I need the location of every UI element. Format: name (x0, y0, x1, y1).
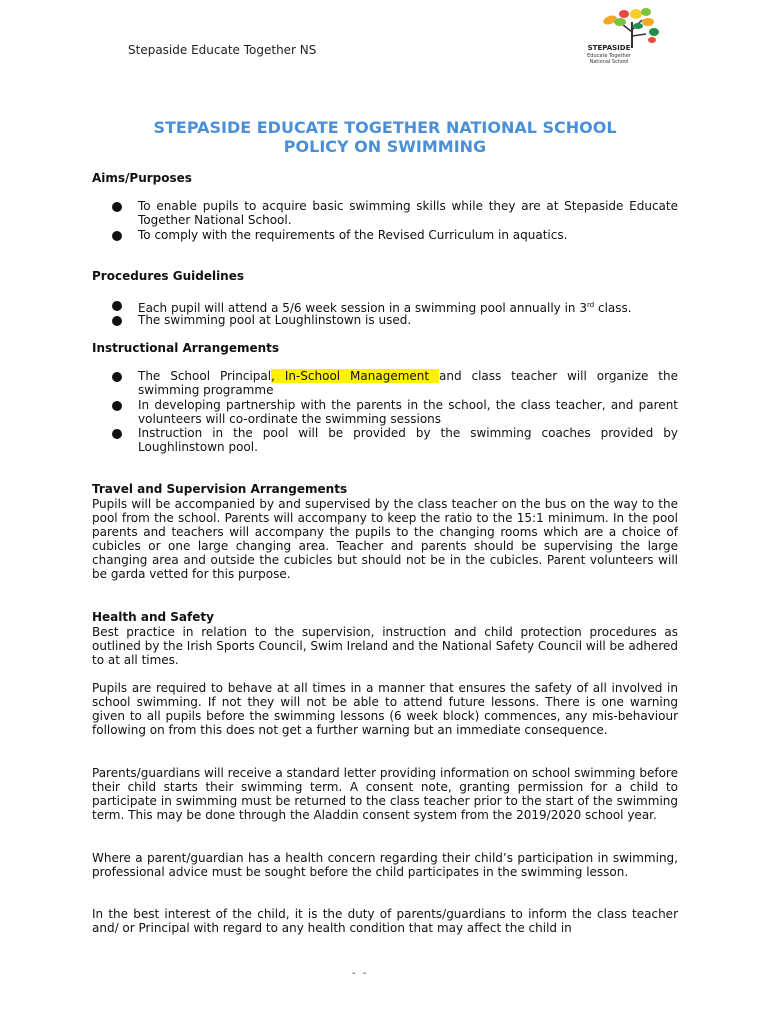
document-subtitle: POLICY ON SWIMMING (283, 137, 487, 156)
health-heading: Health and Safety (92, 610, 214, 624)
highlighted-text: , In-School Management (271, 369, 439, 383)
list-item: To comply with the requirements of the Revised Curriculum in aquatics. (112, 228, 678, 242)
travel-paragraph: Pupils will be accompanied by and supervised by the class teacher on the bus on the way to the pool from the school. Parents will accompany to keep the ratio to the 15:1 minimum. In the pool parents and teachers will accompany the pupils to the changing rooms which are a choice of cubicles or one large changing area. Teacher and parents should be supervising the large changing area and outside the cubicles but should not be in the cubicles. Parent volunteers will be garda vetted for this purpose. (92, 497, 678, 581)
bullet-icon (112, 429, 122, 439)
list-item: Each pupil will attend a 5/6 week session in a swimming pool annually in 3rd class. (112, 298, 678, 315)
list-item: The School Principal, In-School Management and class teacher will organize the swimming programme (112, 369, 678, 397)
tree-icon (578, 8, 664, 48)
bullet-icon (112, 301, 122, 311)
page-number: - - (352, 968, 369, 979)
logo-subtitle: Educate Together National School (587, 53, 631, 65)
bullet-icon (112, 372, 122, 382)
bullet-icon (112, 202, 122, 212)
header-school-name: Stepaside Educate Together NS (128, 43, 317, 57)
aims-heading: Aims/Purposes (92, 171, 192, 185)
bullet-icon (112, 316, 122, 326)
health-paragraph-3: Parents/guardians will receive a standard letter providing information on school swimming before their child starts their swimming term. A consent note, granting permission for a child to participate in swimming must be returned to the class teacher prior to the start of the swimming term. This may be done through the Aladdin consent system from the 2019/2020 school year. (92, 766, 678, 822)
instructional-heading: Instructional Arrangements (92, 341, 280, 355)
health-paragraph-4: Where a parent/guardian has a health concern regarding their child’s participation in swimming, professional advice must be sought before the child participates in the swimming lesson. (92, 851, 678, 879)
list-item: In developing partnership with the parents in the school, the class teacher, and parent volunteers will co-ordinate the swimming sessions (112, 398, 678, 426)
list-item: Instruction in the pool will be provided by the swimming coaches provided by Loughlinstown pool. (112, 426, 678, 454)
travel-heading: Travel and Supervision Arrangements (92, 482, 348, 496)
logo-wordmark: STEPASIDE (587, 44, 631, 52)
list-item: To enable pupils to acquire basic swimming skills while they are at Stepaside Educate Together National School. (112, 199, 678, 227)
school-logo (578, 8, 664, 70)
bullet-icon (112, 231, 122, 241)
health-paragraph-5: In the best interest of the child, it is the duty of parents/guardians to inform the class teacher and/ or Principal with regard to any health condition that may affect the child in (92, 907, 678, 935)
bullet-icon (112, 401, 122, 411)
list-item: The swimming pool at Loughlinstown is used. (112, 313, 678, 327)
health-paragraph-1: Best practice in relation to the supervision, instruction and child protection procedures as outlined by the Irish Sports Council, Swim Ireland and the National Safety Council will be adhered to at all times. (92, 625, 678, 667)
procedures-heading: Procedures Guidelines (92, 269, 245, 283)
document-title: STEPASIDE EDUCATE TOGETHER NATIONAL SCHOOL (153, 118, 617, 137)
health-paragraph-2: Pupils are required to behave at all times in a manner that ensures the safety of all involved in school swimming. If not they will not be able to attend future lessons. There is one warning given to all pupils before the swimming lessons (6 week block) commences, any mis-behaviour following on from this does not get a further warning but an immediate consequence. (92, 681, 678, 737)
